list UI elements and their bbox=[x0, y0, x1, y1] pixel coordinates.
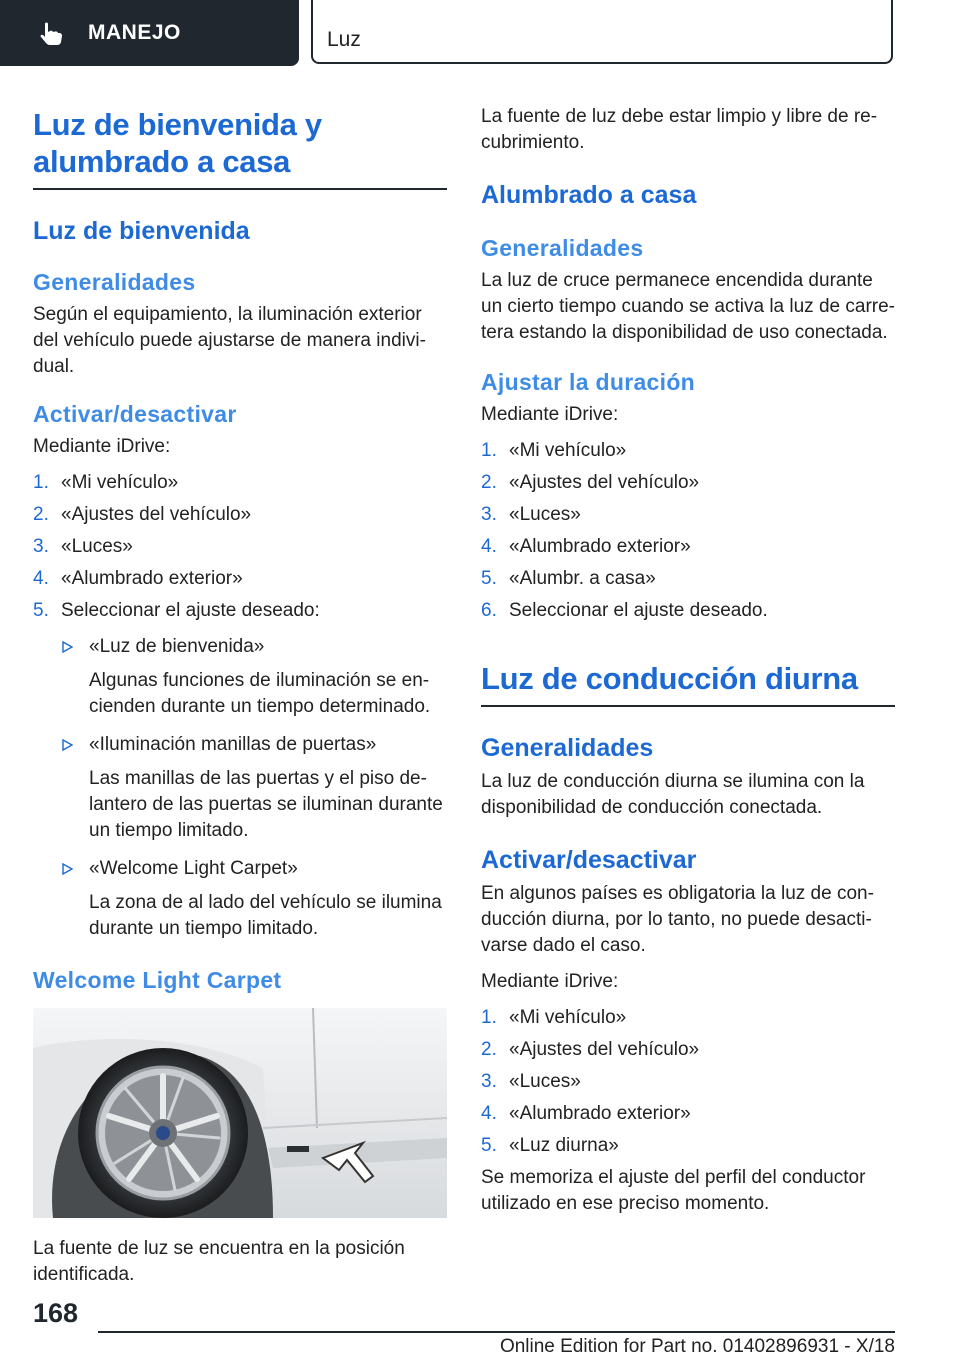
triangle-bullet-icon bbox=[61, 863, 73, 875]
heading-general-home: Generalidades bbox=[481, 235, 644, 261]
list-item: 5. «Alumbr. a casa» bbox=[481, 568, 656, 589]
list-item: 5. «Luz diurna» bbox=[481, 1135, 619, 1156]
page-number: 168 bbox=[33, 1298, 79, 1328]
idrive-label-drl: Mediante iDrive: bbox=[481, 971, 619, 992]
list-item: 1. «Mi vehículo» bbox=[481, 1007, 627, 1028]
heading-activate-drl: Activar/desactivar bbox=[481, 846, 697, 874]
page-header bbox=[0, 0, 960, 66]
heading-rule-drl bbox=[481, 705, 895, 707]
clean-paragraph: La fuente de luz debe estar limpio y libre de re- cubrimiento. bbox=[481, 106, 878, 153]
right-column bbox=[481, 100, 895, 1217]
general-paragraph: Según el equipamiento, la iluminación exterior del vehículo puede ajustarse de manera indivi- dual. bbox=[33, 304, 426, 377]
list-item: 1. «Mi vehículo» bbox=[33, 472, 179, 493]
chapter-tab bbox=[311, 0, 893, 64]
carpet-caption: La fuente de luz se encuentra en la posición identificada. bbox=[33, 1238, 405, 1285]
list-item: «Iluminación manillas de puertas» Las manillas de las puertas y el piso de- lantero de las puertas se iluminan durante un tiempo limitado. bbox=[61, 732, 447, 844]
chapter-label: Luz bbox=[327, 28, 361, 51]
drl-steps-list bbox=[481, 1005, 895, 1159]
list-item: 4. «Alumbrado exterior» bbox=[33, 568, 243, 589]
list-item: 2. «Ajustes del vehículo» bbox=[481, 1039, 700, 1060]
heading-welcome-carpet: Welcome Light Carpet bbox=[33, 967, 282, 993]
list-item: «Welcome Light Carpet» La zona de al lado del vehículo se ilumina durante un tiempo limitado. bbox=[61, 856, 447, 942]
home-paragraph: La luz de cruce permanece encendida durante un cierto tiempo cuando se activa la luz de carre- tera estando la disponibilidad de uso conectada. bbox=[481, 270, 895, 343]
heading-general: Generalidades bbox=[33, 269, 196, 295]
list-item: 4. «Alumbrado exterior» bbox=[481, 536, 691, 557]
countries-paragraph: En algunos países es obligatoria la luz de con- ducción diurna, por lo tanto, no puede desacti- varse dado el caso. bbox=[481, 883, 874, 956]
triangle-bullet-icon bbox=[61, 641, 73, 653]
edition-note: Online Edition for Part no. 01402896931 - X/18 bbox=[499, 1336, 895, 1357]
heading-welcome-light: Luz de bienvenida bbox=[33, 217, 250, 245]
heading-daytime-running-lights: Luz de conducción diurna bbox=[481, 661, 858, 696]
list-item: 5. Seleccionar el ajuste deseado: bbox=[33, 600, 320, 621]
heading-welcome-home: Luz de bienvenida y alumbrado a casa bbox=[33, 107, 322, 179]
heading-home-lighting: Alumbrado a casa bbox=[481, 181, 697, 209]
list-item: 3. «Luces» bbox=[481, 1071, 581, 1092]
list-item: 3. «Luces» bbox=[33, 536, 133, 557]
idrive-label-home: Mediante iDrive: bbox=[481, 404, 619, 425]
heading-duration: Ajustar la duración bbox=[481, 369, 696, 395]
list-item: 2. «Ajustes del vehículo» bbox=[481, 472, 700, 493]
idrive-label: Mediante iDrive: bbox=[33, 436, 171, 457]
triangle-bullet-icon bbox=[61, 739, 73, 751]
car-wheel-illustration bbox=[33, 1008, 447, 1218]
home-steps-list bbox=[481, 438, 895, 624]
heading-activate: Activar/desactivar bbox=[33, 401, 237, 427]
car-illustration-svg bbox=[33, 1008, 447, 1218]
welcome-steps-list bbox=[33, 470, 447, 624]
pointing-hand-icon bbox=[36, 18, 66, 48]
memory-paragraph: Se memoriza el ajuste del perfil del conductor utilizado en ese preciso momento. bbox=[481, 1167, 866, 1214]
left-column bbox=[33, 100, 447, 1288]
list-item: 1. «Mi vehículo» bbox=[481, 440, 627, 461]
section-label: MANEJO bbox=[88, 21, 181, 44]
list-item: «Luz de bienvenida» Algunas funciones de iluminación se en- cienden durante un tiempo determinado. bbox=[61, 634, 447, 720]
welcome-options-list bbox=[61, 634, 447, 942]
list-item: 2. «Ajustes del vehículo» bbox=[33, 504, 252, 525]
list-item: 6. Seleccionar el ajuste deseado. bbox=[481, 600, 768, 621]
footer-rule bbox=[98, 1331, 895, 1333]
heading-rule bbox=[33, 188, 447, 190]
heading-general-drl: Generalidades bbox=[481, 734, 654, 762]
drl-paragraph: La luz de conducción diurna se ilumina con la disponibilidad de conducción conectada. bbox=[481, 771, 865, 818]
list-item: 3. «Luces» bbox=[481, 504, 581, 525]
section-tab bbox=[0, 0, 299, 66]
list-item: 4. «Alumbrado exterior» bbox=[481, 1103, 691, 1124]
